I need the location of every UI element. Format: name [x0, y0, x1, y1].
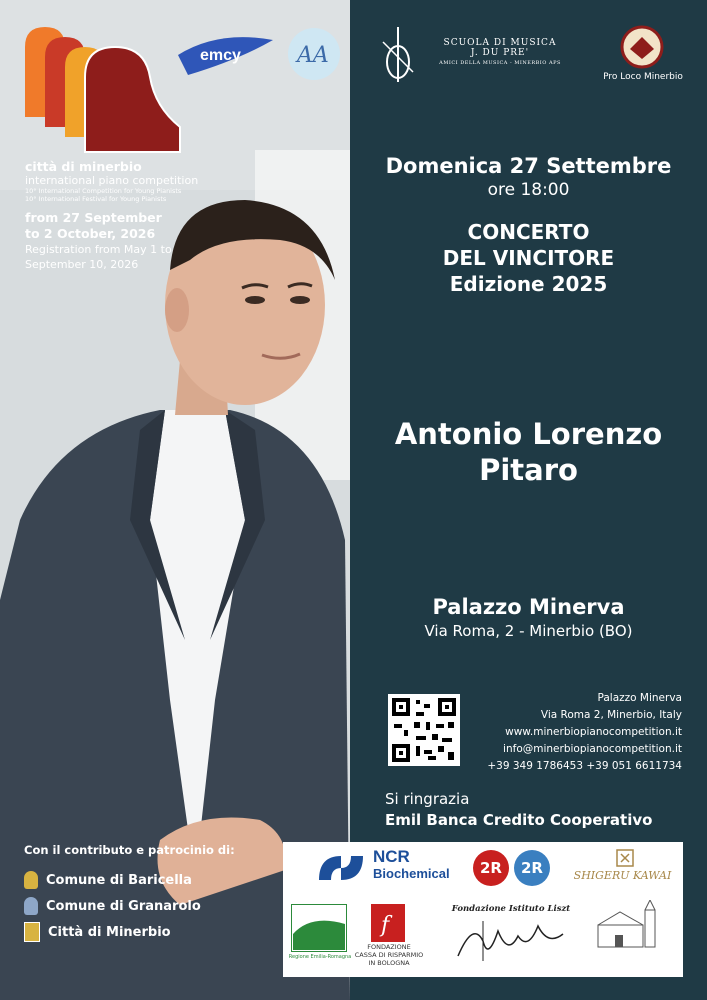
artist-name-line2: Pitaro	[479, 453, 578, 487]
qr-code-icon	[388, 694, 460, 766]
cello-icon	[378, 22, 418, 87]
scuola-line1: SCUOLA DI MUSICA	[443, 38, 557, 48]
pro-loco-label: Pro Loco Minerbio	[603, 72, 683, 82]
ncr-logo-icon	[315, 850, 367, 886]
liszt-signature-icon	[453, 916, 568, 966]
fondazione-line3: IN BOLOGNA	[368, 959, 410, 967]
contact-info	[470, 690, 682, 775]
city-title: città di minerbio	[25, 159, 142, 174]
event-title3: Edizione 2025	[449, 272, 608, 296]
svg-text:AA: AA	[297, 43, 329, 68]
scuola-line3: AMICI DELLA MUSICA - MINERBIO APS	[439, 60, 561, 66]
contact-address: Via Roma 2, Minerbio, Italy	[540, 709, 682, 721]
contact-website[interactable]: www.minerbiopianocompetition.it	[505, 726, 682, 738]
2r-logo-red: 2R	[473, 850, 509, 886]
patronage-item-label: Città di Minerbio	[48, 924, 171, 940]
coat-of-arms-icon	[24, 897, 38, 915]
scuola-line2: J. DU PRE'	[470, 48, 530, 58]
shigeru-kawai-text: SHIGERU KAWAI	[573, 869, 672, 882]
competition-line: international piano competition	[25, 174, 199, 187]
event-title1: CONCERTO	[467, 220, 590, 244]
ncr-logo	[373, 848, 450, 882]
piano-logo-icon	[20, 22, 190, 157]
fondazione-line1: FONDAZIONE	[367, 943, 411, 951]
event-time: ore 18:00	[487, 180, 570, 200]
emcy-logo-icon	[178, 30, 278, 80]
patronage-item	[24, 919, 284, 945]
aa-logo-icon	[287, 27, 341, 81]
dates-line1: from 27 September	[25, 210, 162, 225]
event-day: Domenica 27 Settembre	[385, 154, 672, 178]
contact-name: Palazzo Minerva	[597, 692, 682, 704]
venue-section	[350, 593, 707, 641]
patronage-item	[24, 893, 284, 919]
dates-line2: to 2 October, 2026	[25, 226, 156, 241]
qr-code[interactable]	[388, 694, 460, 766]
contact-email[interactable]: info@minerbiopianocompetition.it	[503, 743, 682, 755]
ncr-text2: Biochemical	[373, 866, 450, 881]
fondazione-logo-icon	[371, 904, 405, 942]
coat-of-arms-icon	[24, 871, 38, 889]
fondazione-line2: CASSA DI RISPARMIO	[354, 951, 424, 959]
thanks-sponsor: Emil Banca Credito Cooperativo	[385, 811, 653, 829]
emcy-text: emcy	[200, 47, 241, 64]
event-title2: DEL VINCITORE	[442, 246, 615, 270]
pro-loco-emblem-icon	[620, 25, 665, 70]
scuola-logo	[420, 38, 580, 66]
ncr-text1: NCR	[373, 847, 410, 866]
patronage-item-label: Comune di Baricella	[46, 872, 192, 888]
sponsor-logos	[283, 842, 683, 977]
2r-logo-blue: 2R	[514, 850, 550, 886]
artist-name-line1: Antonio Lorenzo	[394, 417, 663, 451]
venue-address: Via Roma, 2 - Minerbio (BO)	[424, 622, 633, 640]
registration-line1: Registration from May 1 to	[25, 243, 172, 256]
event-section	[350, 153, 707, 297]
competition-sub2: 10° International Festival for Young Pianists	[25, 195, 167, 203]
artist-section	[350, 416, 707, 488]
thanks-label: Si ringrazia	[385, 790, 470, 808]
competition-sub1: 10° International Competition for Young Pianists	[25, 187, 182, 195]
registration-line2: September 10, 2026	[25, 258, 139, 271]
coat-of-arms-icon	[24, 922, 40, 942]
patronage-item-label: Comune di Granarolo	[46, 898, 201, 914]
competition-header	[25, 159, 255, 272]
svg-text:f: f	[381, 913, 390, 938]
liszt-text: Fondazione Istituto Liszt	[451, 904, 571, 914]
patronage-section	[24, 843, 284, 945]
church-drawing-icon	[593, 900, 663, 950]
regione-logo-icon	[291, 904, 347, 952]
thanks-section	[385, 789, 695, 831]
patronage-item	[24, 867, 284, 893]
regione-text: Regione Emilia-Romagna	[288, 954, 352, 960]
fondazione-text	[351, 943, 427, 967]
venue-name: Palazzo Minerva	[432, 595, 625, 619]
kawai-emblem-icon	[613, 848, 637, 868]
contact-phones: +39 349 1786453 +39 051 6611734	[487, 760, 682, 772]
patronage-title: Con il contributo e patrocinio di:	[24, 843, 235, 857]
